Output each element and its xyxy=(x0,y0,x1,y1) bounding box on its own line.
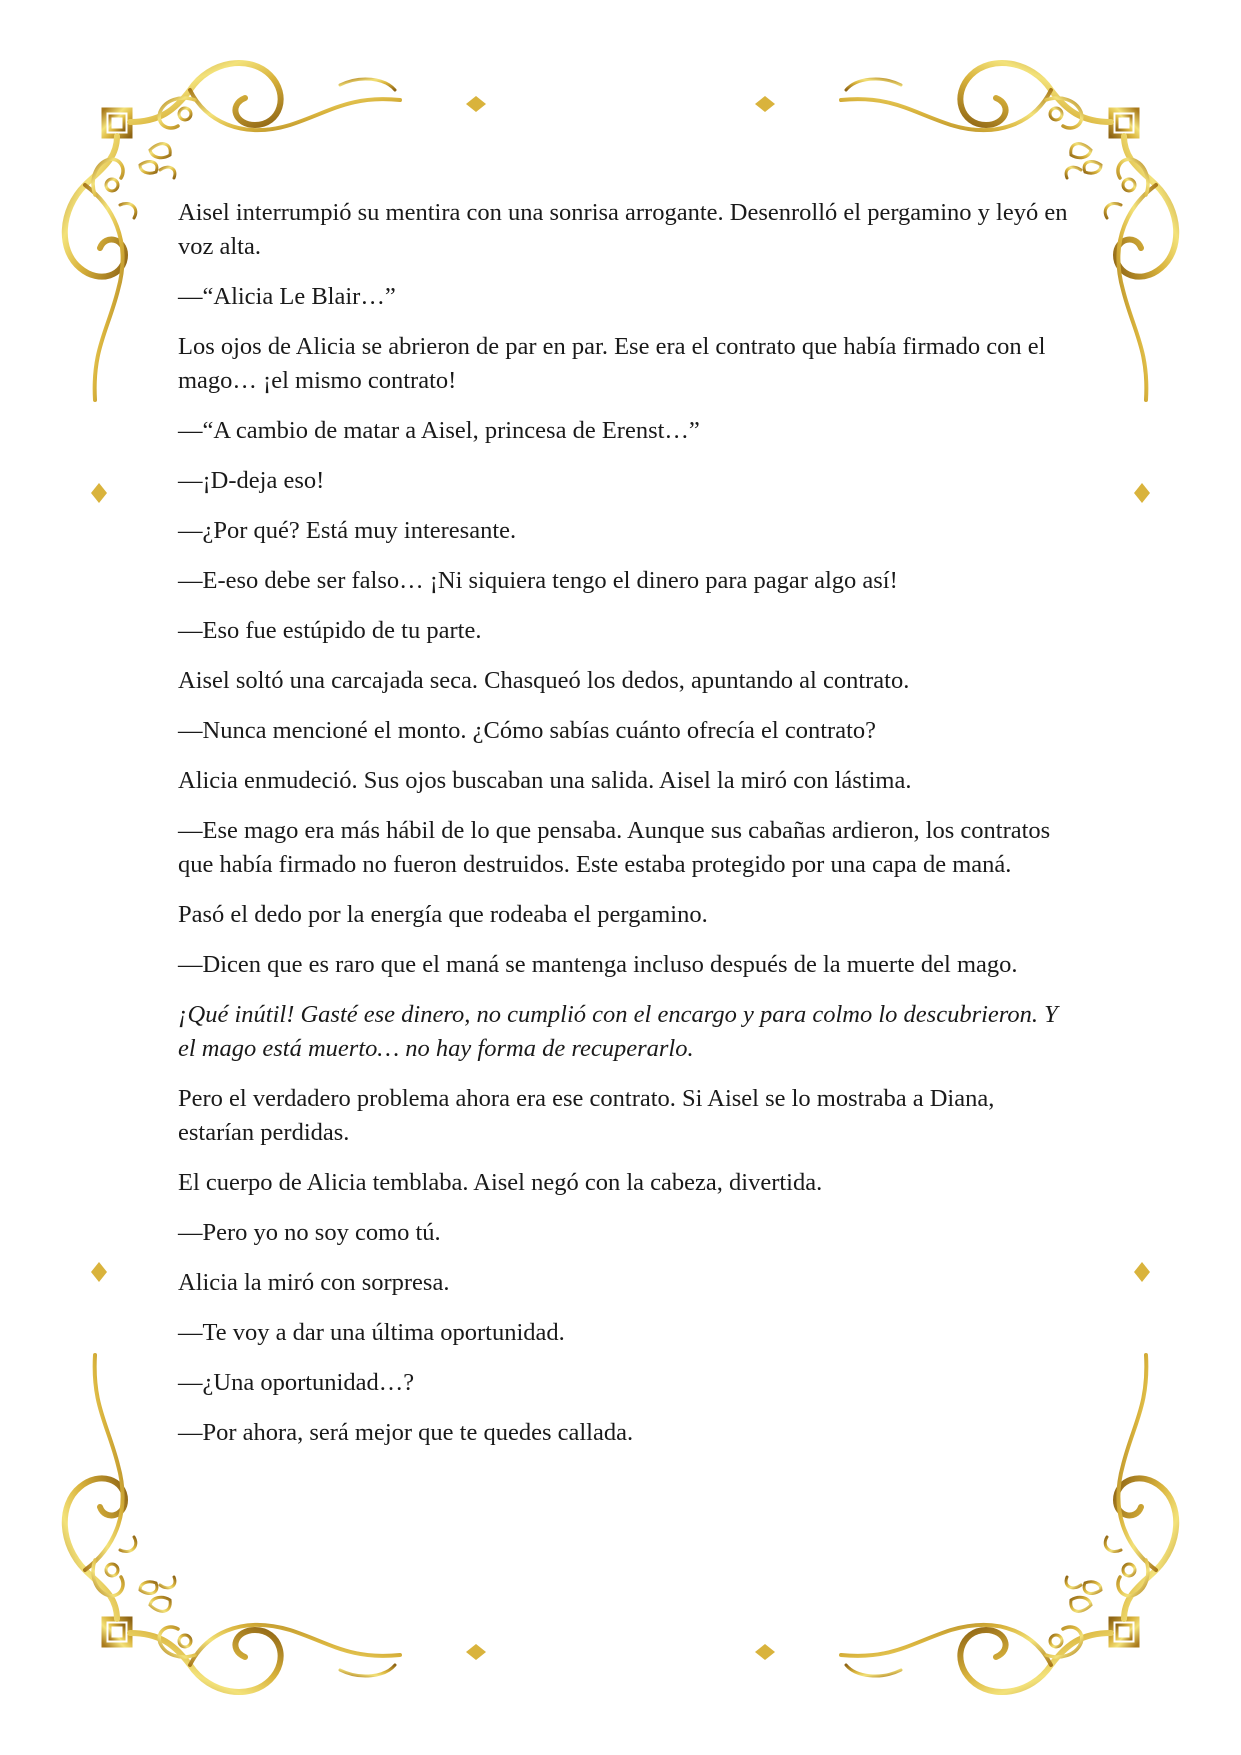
text-paragraph: —“A cambio de matar a Aisel, princesa de Erenst…” xyxy=(178,417,700,444)
text-paragraph: —¿Por qué? Está muy interesante. xyxy=(178,517,517,544)
text-paragraph: —Nunca mencioné el monto. ¿Cómo sabías cuánto ofrecía el contrato? xyxy=(178,717,876,744)
text-paragraph: Aisel interrumpió su mentira con una sonrisa arrogante. Desenrolló el pergamino y leyó en voz alta. xyxy=(178,199,1068,260)
document-body xyxy=(178,196,1068,1466)
text-paragraph: —E-eso debe ser falso… ¡Ni siquiera tengo el dinero para pagar algo así! xyxy=(178,567,898,594)
text-paragraph: —Eso fue estúpido de tu parte. xyxy=(178,617,482,644)
text-paragraph: Alicia la miró con sorpresa. xyxy=(178,1269,450,1296)
text-paragraph: El cuerpo de Alicia temblaba. Aisel negó con la cabeza, divertida. xyxy=(178,1169,823,1196)
text-paragraph: —Ese mago era más hábil de lo que pensaba. Aunque sus cabañas ardieron, los contratos que había firmado no fueron destruidos. Este estaba protegido por una capa de maná. xyxy=(178,817,1051,878)
text-paragraph: —Te voy a dar una última oportunidad. xyxy=(178,1319,565,1346)
text-paragraph: Aisel soltó una carcajada seca. Chasqueó los dedos, apuntando al contrato. xyxy=(178,667,910,694)
text-paragraph: —¿Una oportunidad…? xyxy=(178,1369,415,1396)
text-paragraph: —¡D-deja eso! xyxy=(178,467,325,494)
text-paragraph: Pasó el dedo por la energía que rodeaba el pergamino. xyxy=(178,901,708,928)
text-paragraph: Los ojos de Alicia se abrieron de par en par. Ese era el contrato que había firmado con el mago… ¡el mismo contrato! xyxy=(178,333,1046,394)
text-paragraph: —Por ahora, será mejor que te quedes callada. xyxy=(178,1419,634,1446)
text-paragraph: Pero el verdadero problema ahora era ese contrato. Si Aisel se lo mostraba a Diana, estarían perdidas. xyxy=(178,1085,995,1146)
text-paragraph: Alicia enmudeció. Sus ojos buscaban una salida. Aisel la miró con lástima. xyxy=(178,767,912,794)
italic-thought-paragraph: ¡Qué inútil! Gasté ese dinero, no cumplió con el encargo y para colmo lo descubrieron. Y el mago está muerto… no hay forma de recuperarlo. xyxy=(178,1001,1058,1062)
text-paragraph: —Dicen que es raro que el maná se mantenga incluso después de la muerte del mago. xyxy=(178,951,1018,978)
text-paragraph: —“Alicia Le Blair…” xyxy=(178,283,396,310)
text-paragraph: —Pero yo no soy como tú. xyxy=(178,1219,441,1246)
